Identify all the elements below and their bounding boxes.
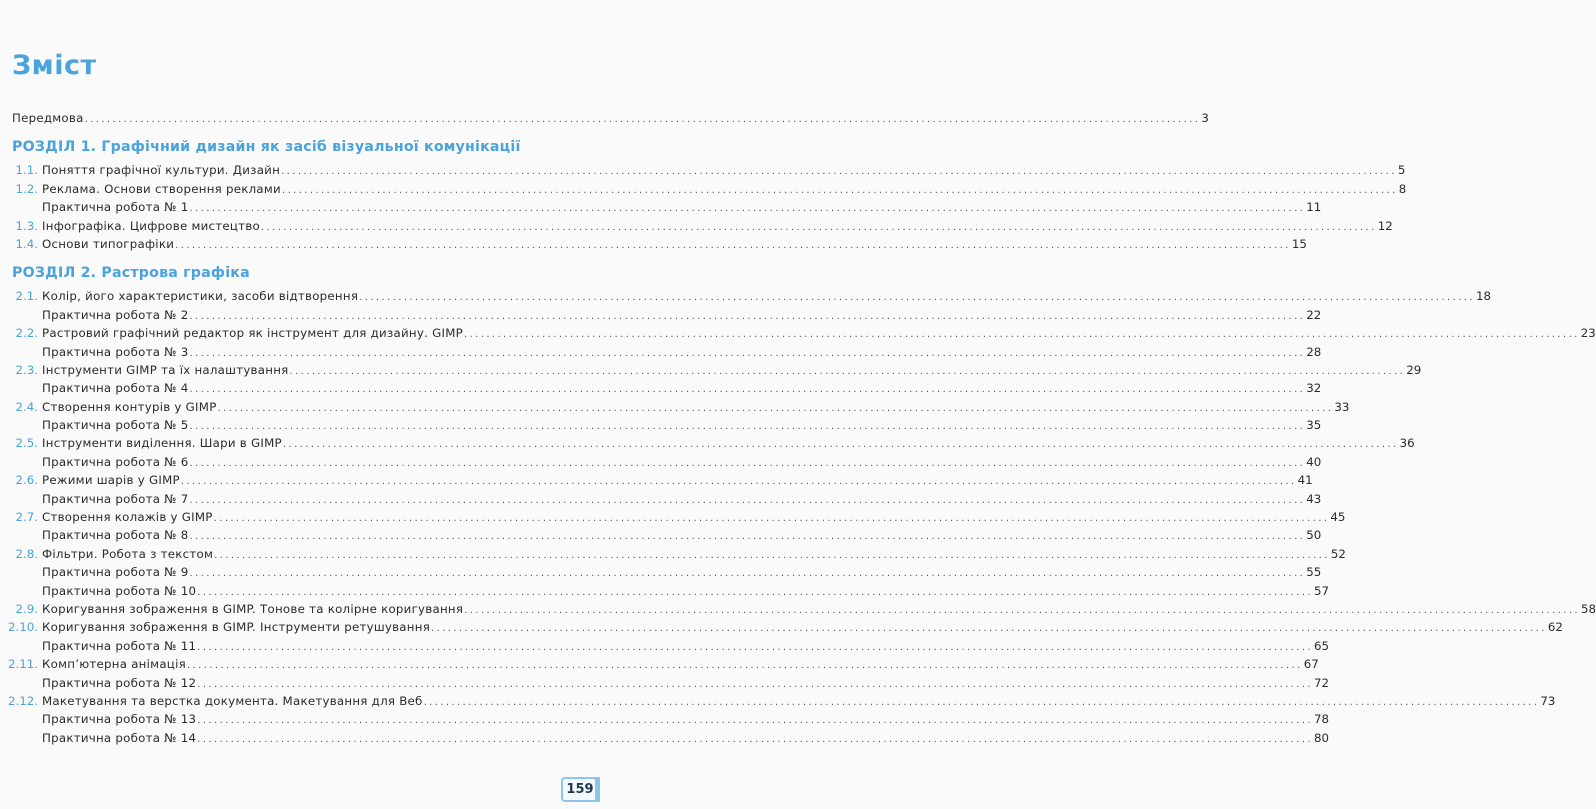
dot-leader: ........................................................................................................................................................................................................	[464, 604, 1580, 616]
entry-page: 8	[1398, 181, 1407, 196]
entry-label: Практична робота № 12	[42, 675, 197, 690]
entry-number: 2.5.	[15, 436, 38, 451]
entry-page: 35	[1306, 418, 1322, 433]
entry-label: Створення колажів у GIMP	[42, 510, 213, 525]
page-edge-tab	[595, 777, 600, 802]
entry-page: 62	[1547, 620, 1563, 635]
entry-page: 43	[1306, 491, 1322, 506]
entry-label: Поняття графічної культури. Дизайн	[42, 163, 281, 178]
entry-number: 2.7.	[15, 510, 38, 525]
entry-number: 1.1.	[15, 163, 38, 178]
entry-label: Реклама. Основи створення реклами	[42, 181, 281, 196]
entry-page: 65	[1314, 638, 1330, 653]
toc-entry-topic[interactable]	[0, 545, 1346, 563]
toc-entry-topic[interactable]	[0, 324, 1596, 342]
toc-entry-practical[interactable]	[0, 710, 1330, 728]
entry-number: 1.3.	[15, 218, 38, 233]
entry-number: 2.6.	[15, 473, 38, 488]
dot-leader: ........................................................................................................................................................................................................	[197, 641, 1313, 653]
dot-leader: ........................................................................................................................................................................................................	[189, 384, 1306, 396]
entry-page: 41	[1297, 473, 1313, 488]
entry-page: 45	[1330, 510, 1346, 525]
toc-entry-topic[interactable]	[0, 508, 1346, 526]
entry-number: 2.4.	[15, 399, 38, 414]
dot-leader: ........................................................................................................................................................................................................	[281, 184, 1398, 196]
toc-entry-practical[interactable]	[0, 198, 1322, 216]
entry-page: 11	[1306, 200, 1322, 215]
entry-number: 2.1.	[15, 289, 38, 304]
dot-leader: ........................................................................................................................................................................................................	[289, 365, 1406, 377]
toc-entry-practical[interactable]	[0, 379, 1322, 397]
entry-label: Макетування та верстка документа. Макетування для Веб	[42, 693, 423, 708]
entry-page: 80	[1314, 730, 1330, 745]
toc-entry-topic[interactable]	[0, 161, 1406, 179]
toc-entry-practical[interactable]	[0, 526, 1322, 544]
toc-entry-practical[interactable]	[0, 343, 1322, 361]
toc-entry-topic[interactable]	[0, 434, 1415, 452]
dot-leader: ........................................................................................................................................................................................................	[423, 696, 1540, 708]
page-title: Зміст	[12, 50, 97, 81]
entry-label: Практична робота № 2	[42, 307, 189, 322]
entry-label: Інструменти виділення. Шари в GIMP	[42, 436, 282, 451]
toc-entry-practical[interactable]	[0, 637, 1330, 655]
dot-leader: ........................................................................................................................................................................................................	[197, 733, 1313, 745]
dot-leader: ........................................................................................................................................................................................................	[189, 310, 1306, 322]
entry-page: 18	[1475, 289, 1491, 304]
dot-leader: ........................................................................................................................................................................................................	[260, 221, 1377, 233]
toc-entry-topic[interactable]	[0, 180, 1407, 198]
toc-entry-practical[interactable]	[0, 729, 1330, 747]
entry-label: Передмова	[12, 111, 84, 125]
entry-number: 1.4.	[15, 236, 38, 251]
dot-leader: ........................................................................................................................................................................................................	[197, 586, 1313, 598]
dot-leader: ........................................................................................................................................................................................................	[189, 494, 1306, 506]
entry-page: 3	[1201, 111, 1209, 125]
toc-entry-practical[interactable]	[0, 306, 1322, 324]
dot-leader: ........................................................................................................................................................................................................	[281, 166, 1397, 178]
dot-leader: ........................................................................................................................................................................................................	[189, 203, 1306, 215]
entry-label: Практична робота № 13	[42, 712, 197, 727]
entry-page: 28	[1306, 344, 1322, 359]
toc-entry-topic[interactable]	[0, 217, 1393, 235]
entry-page: 22	[1306, 307, 1322, 322]
toc-entry-topic[interactable]	[0, 398, 1350, 416]
entry-page: 72	[1314, 675, 1330, 690]
entry-label: Практична робота № 4	[42, 381, 189, 396]
entry-label: Практична робота № 9	[42, 565, 189, 580]
dot-leader: ........................................................................................................................................................................................................	[180, 476, 1297, 488]
entry-label: Інструменти GIMP та їх налаштування	[42, 362, 289, 377]
dot-leader: ........................................................................................................................................................................................................	[186, 660, 1303, 672]
toc-entry-topic[interactable]	[0, 235, 1307, 253]
entry-label: Практична робота № 8	[42, 528, 189, 543]
dot-leader: ........................................................................................................................................................................................................	[197, 678, 1313, 690]
dot-leader: ........................................................................................................................................................................................................	[431, 623, 1547, 635]
toc-entry-topic[interactable]	[0, 471, 1313, 489]
entry-label: Комп’ютерна анімація	[42, 657, 186, 672]
entry-page: 15	[1291, 236, 1307, 251]
toc-entry-topic[interactable]	[0, 287, 1491, 305]
table-of-contents	[0, 109, 1596, 747]
toc-entry-topic[interactable]	[0, 361, 1422, 379]
toc-entry-topic[interactable]	[0, 692, 1556, 710]
dot-leader: ........................................................................................................................................................................................................	[189, 421, 1306, 433]
entry-page: 78	[1314, 712, 1330, 727]
entry-page: 33	[1334, 399, 1350, 414]
toc-entry-practical[interactable]	[0, 674, 1330, 692]
entry-number: 1.2.	[15, 181, 38, 196]
entry-label: Практична робота № 6	[42, 454, 189, 469]
entry-page: 67	[1303, 657, 1319, 672]
toc-sections	[0, 127, 1596, 747]
entry-label: Практична робота № 10	[42, 583, 197, 598]
section-heading[interactable]: РОЗДІЛ 2. Растрова графіка	[12, 265, 250, 282]
entry-number: 2.12.	[7, 693, 38, 708]
entry-label: Практична робота № 1	[42, 200, 189, 215]
dot-leader: ........................................................................................................................................................................................................	[359, 292, 1475, 304]
entry-page: 29	[1406, 362, 1422, 377]
toc-entry-topic[interactable]	[0, 600, 1596, 618]
entry-number: 2.8.	[15, 546, 38, 561]
entry-page: 52	[1330, 546, 1346, 561]
toc-entry-topic[interactable]	[0, 655, 1319, 673]
entry-number: 2.9.	[15, 601, 38, 616]
entry-label: Растровий графічний редактор як інструмент для дизайну. GIMP	[42, 326, 463, 341]
dot-leader: ........................................................................................................................................................................................................	[84, 114, 1201, 125]
entry-page: 50	[1306, 528, 1322, 543]
entry-page: 73	[1540, 693, 1556, 708]
dot-leader: ........................................................................................................................................................................................................	[175, 239, 1291, 251]
toc-entry-topic[interactable]	[0, 618, 1563, 636]
entry-label: Коригування зображення в GIMP. Інструменти ретушування	[42, 620, 431, 635]
entry-page: 32	[1306, 381, 1322, 396]
dot-leader: ........................................................................................................................................................................................................	[189, 347, 1306, 359]
page-number-badge: 159	[561, 777, 599, 802]
entry-label: Практична робота № 14	[42, 730, 197, 745]
entry-page: 55	[1306, 565, 1322, 580]
entry-page: 12	[1377, 218, 1393, 233]
dot-leader: ........................................................................................................................................................................................................	[189, 568, 1306, 580]
dot-leader: ........................................................................................................................................................................................................	[189, 531, 1306, 543]
entry-number: 2.10.	[7, 620, 38, 635]
entry-label: Колір, його характеристики, засоби відтворення	[42, 289, 359, 304]
entry-page: 36	[1399, 436, 1415, 451]
dot-leader: ........................................................................................................................................................................................................	[282, 439, 1399, 451]
entry-page: 23	[1580, 326, 1596, 341]
toc-entry-practical[interactable]	[0, 490, 1322, 508]
entry-page: 40	[1306, 454, 1322, 469]
entry-label: Інфографіка. Цифрове мистецтво	[42, 218, 260, 233]
entry-label: Практична робота № 11	[42, 638, 197, 653]
dot-leader: ........................................................................................................................................................................................................	[217, 402, 1334, 414]
entry-number: 2.3.	[15, 362, 38, 377]
entry-page: 58	[1580, 601, 1596, 616]
entry-label: Коригування зображення в GIMP. Тонове та колірне коригування	[42, 601, 464, 616]
entry-number: 2.11.	[7, 657, 38, 672]
dot-leader: ........................................................................................................................................................................................................	[189, 457, 1306, 469]
entry-label: Практична робота № 7	[42, 491, 189, 506]
entry-page: 57	[1314, 583, 1330, 598]
dot-leader: ........................................................................................................................................................................................................	[213, 513, 1330, 525]
entry-label: Практична робота № 3	[42, 344, 189, 359]
dot-leader: ........................................................................................................................................................................................................	[197, 715, 1313, 727]
toc-entry-practical[interactable]	[0, 582, 1330, 600]
dot-leader: ........................................................................................................................................................................................................	[464, 329, 1580, 341]
toc-entry-practical[interactable]	[0, 416, 1322, 434]
toc-entry-practical[interactable]	[0, 563, 1322, 581]
entry-label: Практична робота № 5	[42, 418, 189, 433]
entry-label: Основи типографіки	[42, 236, 175, 251]
entry-label: Фільтри. Робота з текстом	[42, 546, 214, 561]
entry-page: 5	[1397, 163, 1406, 178]
entry-number: 2.2.	[15, 326, 38, 341]
toc-entry-preface[interactable]	[0, 109, 1209, 127]
dot-leader: ........................................................................................................................................................................................................	[214, 549, 1330, 561]
toc-entry-practical[interactable]	[0, 453, 1322, 471]
entry-label: Режими шарів у GIMP	[42, 473, 180, 488]
entry-label: Створення контурів у GIMP	[42, 399, 217, 414]
section-heading[interactable]: РОЗДІЛ 1. Графічний дизайн як засіб візуальної комунікації	[12, 139, 521, 156]
